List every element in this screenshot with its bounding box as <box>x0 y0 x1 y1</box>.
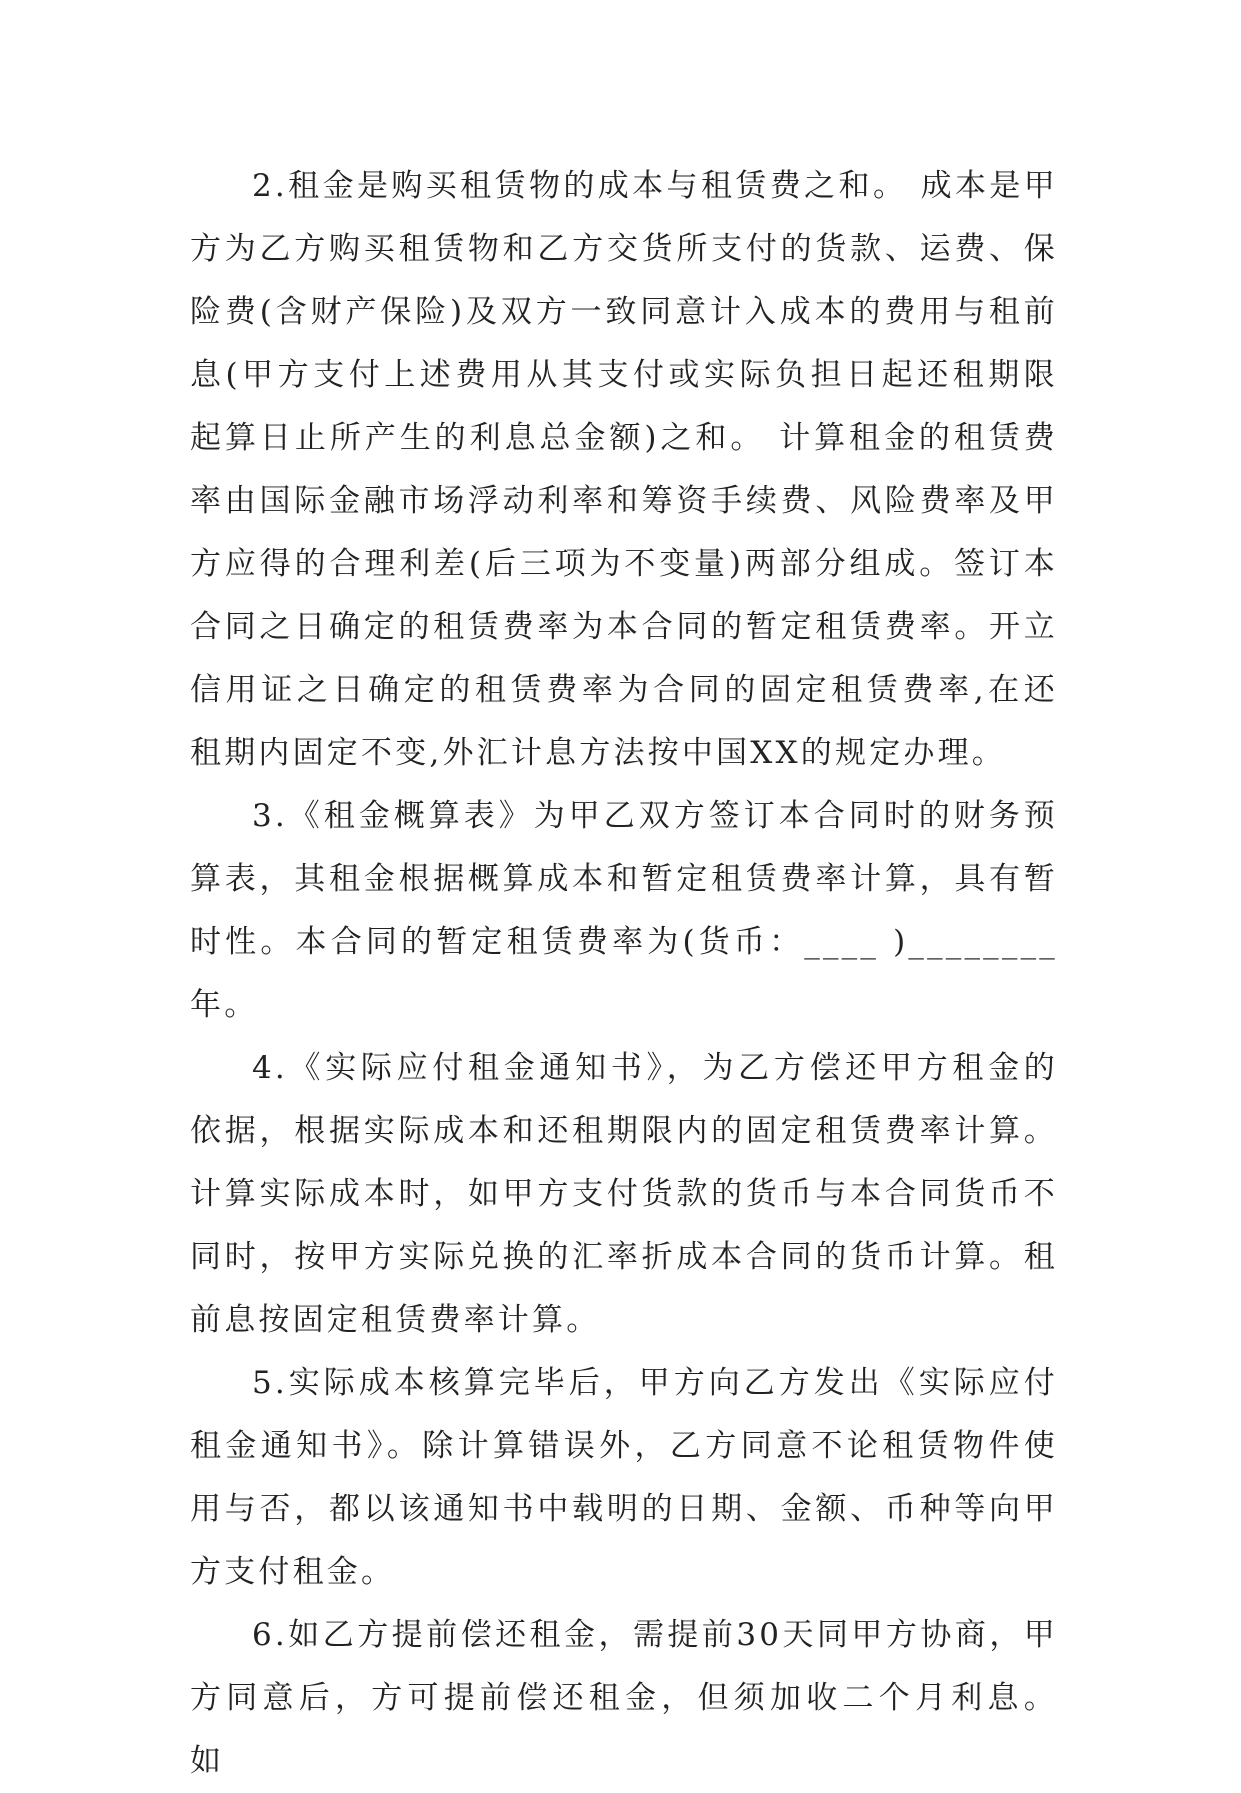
document-body <box>190 155 1058 1793</box>
paragraph-clause-3: 3.《租金概算表》为甲乙双方签订本合同时的财务预算表，其租金根据概算成本和暂定租赁费率计算，具有暂时性。本合同的暂定租赁费率为(货币：____ )________年。 <box>190 798 1058 1023</box>
paragraph-clause-5: 5.实际成本核算完毕后，甲方向乙方发出《实际应付租金通知书》。除计算错误外，乙方同意不论租赁物件使用与否，都以该通知书中载明的日期、金额、币种等向甲方支付租金。 <box>190 1365 1058 1590</box>
paragraph-clause-2: 2.租金是购买租赁物的成本与租赁费之和。 成本是甲方为乙方购买租赁物和乙方交货所支付的货款、运费、保险费(含财产保险)及双方一致同意计入成本的费用与租前息(甲方支付上述费用从其支付或实际负担日起还租期限起算日止所产生的利息总金额)之和。 计算租金的租赁费率由国际金融市场浮动利率和筹资手续费、风险费率及甲方应得的合理利差(后三项为不变量)两部分组成。签订本合同之日确定的租赁费率为本合同的暂定租赁费率。开立信用证之日确定的租赁费率为合同的固定租赁费率,在还租期内固定不变,外汇计息方法按中国XX的规定办理。 <box>190 168 1058 771</box>
paragraph-clause-4: 4.《实际应付租金通知书》，为乙方偿还甲方租金的依据，根据实际成本和还租期限内的固定租赁费率计算。计算实际成本时，如甲方支付货款的货币与本合同货币不同时，按甲方实际兑换的汇率折成本合同的货币计算。租前息按固定租赁费率计算。 <box>190 1050 1058 1338</box>
paragraph-clause-6: 6.如乙方提前偿还租金，需提前30天同甲方协商，甲方同意后，方可提前偿还租金，但须加收二个月利息。 如 <box>190 1617 1058 1779</box>
